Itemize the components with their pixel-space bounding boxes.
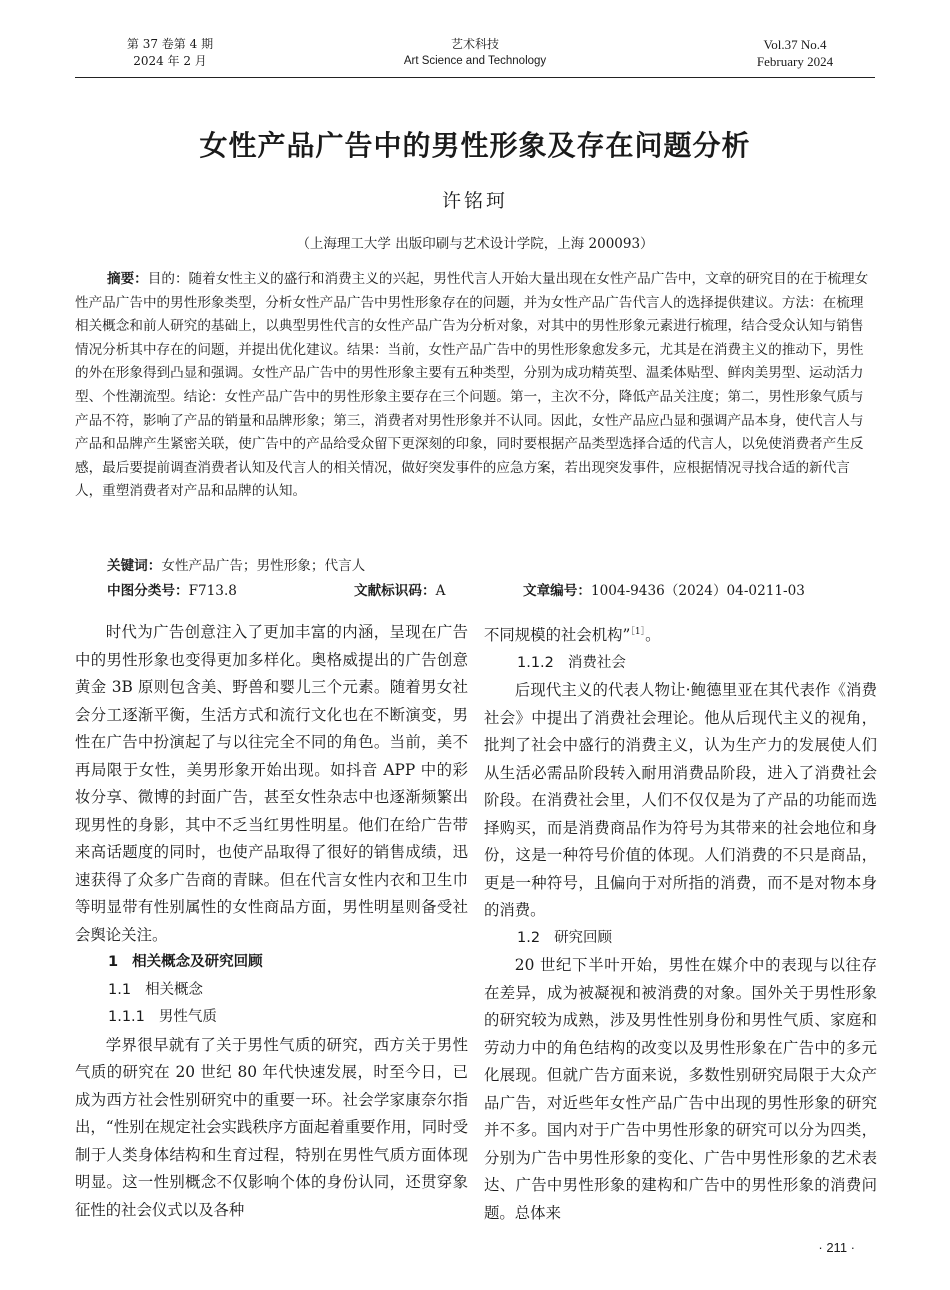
journal-name: [375, 36, 575, 70]
paragraph: 20 世纪下半叶开始，男性在媒介中的表现与以往存在差异，成为被凝视和被消费的对象。国外关于男性形象的研究较为成熟，涉及男性性别身份和男性气质、家庭和劳动力中的角色结构的改变以及男性形象在广告中的多元化展现。但就广告方面来说，多数性别研究局限于大众产品广告，对近些年女性产品广告中出现的男性形象的研究并不多。国内对于广告中男性形象的研究可以分为四类，分别为广告中男性形象的变化、广告中男性形象的艺术表达、广告中男性形象的建构和广告中的男性形象的消费问题。总体来: [484, 956, 877, 1222]
keywords-label: 关键词：: [107, 558, 162, 574]
left-column: [75, 619, 468, 1224]
paper-title: 女性产品广告中的男性形象及存在问题分析: [199, 129, 751, 162]
author-affiliation: （上海理工大学 出版印刷与艺术设计学院，上海 200093）: [296, 236, 654, 252]
section-heading-1-1: 1.1 相关概念: [108, 981, 204, 998]
abstract-label: 摘要：: [107, 271, 148, 287]
paragraph: 后现代主义的代表人物让·鲍德里亚在其代表作《消费社会》中提出了消费社会理论。他从后现代主义的视角，批判了社会中盛行的消费主义，认为生产力的发展使人们从生活必需品阶段转入耐用消费品阶段，进入了消费社会阶段。在消费社会里，人们不仅仅是为了产品的功能而选择购买，而是消费商品作为符号为其带来的社会地位和身份，这是一种符号价值的体现。人们消费的不只是商品，更是一种符号，且偏向于对所指的消费，而不是对物本身的消费。: [484, 681, 877, 919]
page-number: · 211 ·: [818, 1240, 855, 1255]
section-heading-1-1-1: 1.1.1 男性气质: [108, 1009, 217, 1025]
abstract: [75, 268, 875, 504]
journal-name-en: Art Science and Technology: [403, 55, 547, 67]
section-heading-1-2: 1.2 研究回顾: [517, 929, 613, 946]
issue-date-en: February 2024: [756, 54, 834, 69]
right-column: [484, 619, 877, 1227]
citation-ref: ［1］: [630, 627, 646, 637]
document-code: 文献标识码：A: [354, 583, 446, 599]
journal-volume-info: [115, 36, 225, 70]
header-rule: [75, 77, 875, 78]
author-name: 许铭珂: [441, 190, 508, 212]
volume-issue-en: Vol.37 No.4: [763, 37, 827, 52]
clc-number: 中图分类号：F713.8: [107, 583, 237, 599]
paragraph: 时代为广告创意注入了更加丰富的内涵，呈现在广告中的男性形象也变得更加多样化。奥格威提出的广告创意黄金 3B 原则包含美、野兽和婴儿三个元素。随着男女社会分工逐渐平衡，生活方式和流行文化也在不断演变，男性在广告中扮演起了与以往完全不同的角色。当前，美不再局限于女性，美男形象开始出现。如抖音 APP 中的彩妆分享、微博的封面广告，甚至女性杂志中也逐渐频繁出现男性的身影，其中不乏当红男性明星。他们在给广告带来高话题度的同时，也使产品取得了很好的销售成绩，迅速获得了众多广告商的青睐。但在代言女性内衣和卫生巾等明显带有性别属性的女性商品方面，男性明星则备受社会舆论关注。: [75, 623, 468, 944]
paragraph: 学界很早就有了关于男性气质的研究，西方关于男性气质的研究在 20 世纪 80 年代快速发展，时至今日，已成为西方社会性别研究中的重要一环。社会学家康奈尔指出，“性别在规定社会实践秩序方面起着重要作用，同时受制于人类身体结构和生育过程，特别在男性气质方面体现明显。这一性别概念不仅影响个体的身份认同，还贯穿象征性的社会仪式以及各种: [75, 1035, 468, 1219]
abstract-text: 目的：随着女性主义的盛行和消费主义的兴起，男性代言人开始大量出现在女性产品广告中，文章的研究目的在于梳理女性产品广告中的男性形象类型，分析女性产品广告中男性形象存在的问题，并为女性产品广告代言人的选择提供建议。方法：在梳理相关概念和前人研究的基础上，以典型男性代言的女性产品广告为分析对象，对其中的男性形象元素进行梳理，结合受众认知与销售情况分析其中存在的问题，并提出优化建议。结果：当前，女性产品广告中的男性形象愈发多元，尤其是在消费主义的推动下，男性的外在形象得到凸显和强调。女性产品广告中的男性形象主要有五种类型，分别为成功精英型、温柔体贴型、鲜肉美男型、运动活力型、个性潮流型。结论：女性产品广告中的男性形象主要存在三个问题。第一，主次不分，降低产品关注度；第二，男性形象气质与产品不符，影响了产品的销量和品牌形象；第三，消费者对男性形象并不认同。因此，女性产品应凸显和强调产品本身，使代言人与产品和品牌产生紧密关联，使广告中的产品给受众留下更深刻的印象，同时要根据产品类型选择合适的代言人，以免使消费者产生反感，最后要提前调查消费者认知及代言人的相关情况，做好突发事件的应急方案，若出现突发事件，应根据情况寻找合适的新代言人，重塑消费者对产品和品牌的认知。: [75, 271, 869, 500]
keywords: [107, 555, 365, 577]
issue-date-cn: 2024 年 2 月: [133, 54, 207, 68]
section-heading-1: 1 相关概念及研究回顾: [108, 954, 263, 970]
paragraph-continued: 不同规模的社会机构”$^{[1]}$。: [484, 626, 661, 644]
keywords-text: 女性产品广告；男性形象；代言人: [161, 558, 366, 574]
section-heading-1-1-2: 1.1.2 消费社会: [517, 654, 626, 671]
journal-volume-en: [735, 36, 855, 70]
journal-name-cn: 艺术科技: [450, 37, 499, 51]
article-number: 文章编号：1004-9436（2024）04-0211-03: [523, 583, 805, 599]
volume-issue: 第 37 卷第 4 期: [126, 37, 214, 51]
